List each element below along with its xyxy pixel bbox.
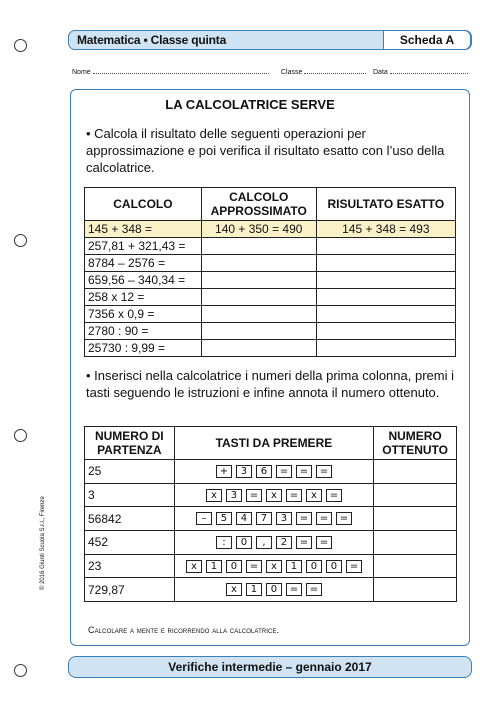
start-number: 25 bbox=[85, 460, 175, 484]
start-number: 56842 bbox=[85, 507, 175, 531]
table-row bbox=[85, 255, 456, 272]
class-label: Classe bbox=[281, 69, 303, 76]
calc-table-header: CALCOLO APPROSSIMATO bbox=[201, 188, 316, 221]
key-sequence bbox=[174, 531, 374, 555]
table-row bbox=[85, 554, 457, 578]
calculator-key: 7 bbox=[256, 512, 272, 525]
date-field[interactable] bbox=[373, 66, 468, 76]
calculator-key: 3 bbox=[276, 512, 292, 525]
calculator-key: 1 bbox=[246, 583, 262, 596]
exact-cell[interactable] bbox=[316, 255, 455, 272]
scheda-label: Scheda A bbox=[383, 30, 471, 50]
calc-expression: 659,56 – 340,34 = bbox=[85, 272, 202, 289]
binder-hole-upper-middle bbox=[14, 234, 27, 247]
approx-cell: 140 + 350 = 490 bbox=[201, 221, 316, 238]
approx-cell[interactable] bbox=[201, 272, 316, 289]
exact-cell[interactable] bbox=[316, 323, 455, 340]
calc-expression: 25730 : 9,99 = bbox=[85, 340, 202, 357]
start-number: 3 bbox=[85, 483, 175, 507]
key-sequence bbox=[174, 554, 374, 578]
table-row bbox=[85, 289, 456, 306]
approx-cell[interactable] bbox=[201, 340, 316, 357]
calculator-key: x bbox=[206, 489, 222, 502]
table-row bbox=[85, 238, 456, 255]
result-cell[interactable] bbox=[374, 531, 457, 555]
calculator-key: = bbox=[346, 560, 362, 573]
calculator-key: = bbox=[326, 489, 342, 502]
instruction-1: • Calcola il risultato delle seguenti operazioni per approssimazione e poi verifica il risultato esatto con l’uso della calcolatrice. bbox=[86, 126, 445, 175]
approx-cell[interactable] bbox=[201, 238, 316, 255]
result-cell[interactable] bbox=[374, 554, 457, 578]
keys-table bbox=[84, 426, 457, 602]
table-row bbox=[85, 531, 457, 555]
calculator-key: = bbox=[306, 583, 322, 596]
approx-cell[interactable] bbox=[201, 289, 316, 306]
start-number: 452 bbox=[85, 531, 175, 555]
calculator-key: = bbox=[296, 465, 312, 478]
keys-table-header: NUMERO OTTENUTO bbox=[374, 427, 457, 460]
table-row bbox=[85, 306, 456, 323]
calculator-key: 3 bbox=[226, 489, 242, 502]
approx-cell[interactable] bbox=[201, 323, 316, 340]
copyright-text: © 2016 Giunti Scuola S.r.l., Firenze bbox=[40, 496, 46, 590]
calculator-key: + bbox=[216, 465, 232, 478]
calc-expression: 145 + 348 = bbox=[85, 221, 202, 238]
calc-expression: 7356 x 0,9 = bbox=[85, 306, 202, 323]
bottom-note: Calcolare a mente e ricorrendo alla calcolatrice. bbox=[88, 625, 280, 635]
result-cell[interactable] bbox=[374, 483, 457, 507]
result-cell[interactable] bbox=[374, 578, 457, 602]
calculator-key: 0 bbox=[236, 536, 252, 549]
exact-cell[interactable] bbox=[316, 272, 455, 289]
table-row bbox=[85, 483, 457, 507]
calc-expression: 8784 – 2576 = bbox=[85, 255, 202, 272]
start-number: 729,87 bbox=[85, 578, 175, 602]
calculator-key: x bbox=[306, 489, 322, 502]
keys-table-header: NUMERO DI PARTENZA bbox=[85, 427, 175, 460]
calculator-key: = bbox=[316, 536, 332, 549]
calculator-key: x bbox=[226, 583, 242, 596]
calc-expression: 257,81 + 321,43 = bbox=[85, 238, 202, 255]
calculator-key: 1 bbox=[206, 560, 222, 573]
calculator-key: = bbox=[286, 489, 302, 502]
page-title: LA CALCOLATRICE SERVE bbox=[165, 97, 335, 112]
calculator-key: = bbox=[276, 465, 292, 478]
exact-cell[interactable] bbox=[316, 340, 455, 357]
exact-cell[interactable] bbox=[316, 238, 455, 255]
footer-bar: Verifiche intermedie – gennaio 2017 bbox=[68, 656, 472, 678]
key-sequence bbox=[174, 507, 374, 531]
key-sequence bbox=[174, 483, 374, 507]
approx-cell[interactable] bbox=[201, 306, 316, 323]
calc-expression: 2780 : 90 = bbox=[85, 323, 202, 340]
date-label: Data bbox=[373, 69, 388, 76]
start-number: 23 bbox=[85, 554, 175, 578]
binder-hole-top bbox=[14, 39, 27, 52]
binder-hole-lower-middle bbox=[14, 429, 27, 442]
result-cell[interactable] bbox=[374, 507, 457, 531]
binder-hole-bottom bbox=[14, 664, 27, 677]
table-row bbox=[85, 507, 457, 531]
table-row bbox=[85, 578, 457, 602]
result-cell[interactable] bbox=[374, 460, 457, 484]
calc-table-header: CALCOLO bbox=[85, 188, 202, 221]
calculator-key: – bbox=[196, 512, 212, 525]
calculation-table bbox=[84, 187, 456, 357]
calculator-key: = bbox=[296, 536, 312, 549]
key-sequence bbox=[174, 460, 374, 484]
calculator-key: 0 bbox=[306, 560, 322, 573]
calculator-key: = bbox=[336, 512, 352, 525]
calculator-key: = bbox=[296, 512, 312, 525]
calculator-key: = bbox=[316, 512, 332, 525]
table-row bbox=[85, 323, 456, 340]
calc-table-header: RISULTATO ESATTO bbox=[316, 188, 455, 221]
calculator-key: 6 bbox=[256, 465, 272, 478]
calculator-key: 0 bbox=[326, 560, 342, 573]
calculator-key: 5 bbox=[216, 512, 232, 525]
calculator-key: 0 bbox=[226, 560, 242, 573]
calculator-key: x bbox=[266, 560, 282, 573]
name-label: Nome bbox=[72, 69, 91, 76]
calculator-key: = bbox=[246, 560, 262, 573]
calculator-key: 0 bbox=[266, 583, 282, 596]
calculator-key: : bbox=[216, 536, 232, 549]
calculator-key: x bbox=[186, 560, 202, 573]
calculator-key: 1 bbox=[286, 560, 302, 573]
calculator-key: , bbox=[256, 536, 272, 549]
calculator-key: 3 bbox=[236, 465, 252, 478]
calculator-key: 2 bbox=[276, 536, 292, 549]
calculator-key: = bbox=[246, 489, 262, 502]
table-row bbox=[85, 460, 457, 484]
key-sequence bbox=[174, 578, 374, 602]
keys-table-header: TASTI DA PREMERE bbox=[174, 427, 374, 460]
approx-cell[interactable] bbox=[201, 255, 316, 272]
calculator-key: = bbox=[286, 583, 302, 596]
instruction-2: • Inserisci nella calcolatrice i numeri della prima colonna, premi i tasti seguendo le istruzioni e infine annota il numero ottenuto. bbox=[86, 368, 454, 400]
table-row bbox=[85, 340, 456, 357]
class-field[interactable] bbox=[281, 66, 366, 76]
calculator-key: = bbox=[316, 465, 332, 478]
name-field[interactable] bbox=[72, 66, 269, 76]
exact-cell[interactable] bbox=[316, 289, 455, 306]
calculator-key: x bbox=[266, 489, 282, 502]
table-row bbox=[85, 221, 456, 238]
header-bar bbox=[68, 30, 472, 50]
exact-cell[interactable] bbox=[316, 306, 455, 323]
table-row bbox=[85, 272, 456, 289]
subject-label: Matematica • Classe quinta bbox=[77, 33, 227, 47]
calculator-key: 4 bbox=[236, 512, 252, 525]
exact-cell: 145 + 348 = 493 bbox=[316, 221, 455, 238]
calc-expression: 258 x 12 = bbox=[85, 289, 202, 306]
